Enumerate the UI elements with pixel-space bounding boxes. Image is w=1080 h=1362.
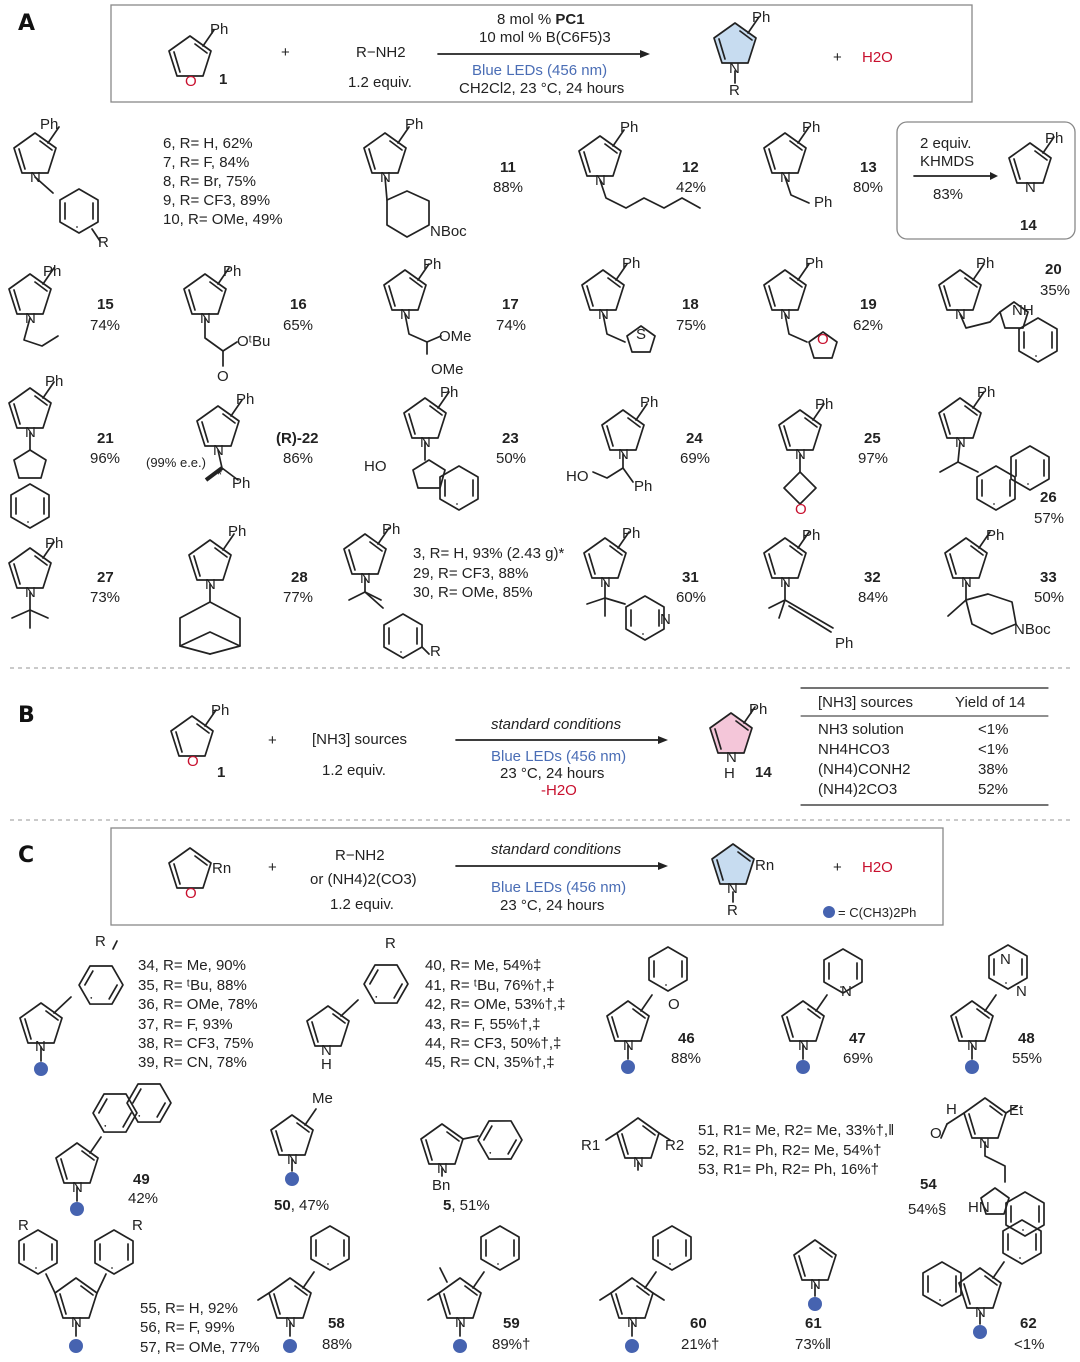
svg-text:16: 16 <box>290 296 307 313</box>
svg-text:NH3 solution: NH3 solution <box>818 721 904 738</box>
svg-text:42%: 42% <box>676 179 707 196</box>
compound-51-53-list <box>698 1122 894 1178</box>
svg-text:N: N <box>35 1038 46 1055</box>
svg-text:46: 46 <box>678 1030 695 1047</box>
svg-text:39, R= CN, 78%: 39, R= CN, 78% <box>138 1054 247 1071</box>
o-label: O <box>185 73 197 90</box>
svg-text:13: 13 <box>860 159 877 176</box>
svg-text:N: N <box>967 1037 978 1054</box>
svg-text:1: 1 <box>217 764 226 781</box>
nh3-source-table <box>801 688 1048 805</box>
svg-text:N: N <box>437 1160 448 1177</box>
svg-text:or (NH4)2(CO3): or (NH4)2(CO3) <box>310 871 417 888</box>
svg-text:88%: 88% <box>671 1050 702 1067</box>
compound-55-57-structure <box>19 1230 133 1353</box>
svg-text:N: N <box>285 1314 296 1331</box>
svg-text:Ph: Ph <box>211 702 230 719</box>
svg-text:N: N <box>213 442 224 459</box>
svg-text:O: O <box>795 501 807 518</box>
svg-text:56, R= F, 99%: 56, R= F, 99% <box>140 1319 235 1336</box>
svg-text:N: N <box>1025 179 1036 196</box>
svg-text:7, R= F, 84%: 7, R= F, 84% <box>163 154 250 171</box>
svg-text:14: 14 <box>755 764 772 781</box>
svg-text:96%: 96% <box>90 450 121 467</box>
svg-text:N: N <box>961 574 972 591</box>
svg-text:18: 18 <box>682 296 699 313</box>
svg-text:31: 31 <box>682 569 699 586</box>
svg-text:N: N <box>71 1314 82 1331</box>
compound-58-structure <box>258 1226 349 1353</box>
svg-text:Ph: Ph <box>45 373 64 390</box>
svg-text:N: N <box>955 434 966 451</box>
svg-text:48: 48 <box>1018 1030 1035 1047</box>
svg-text:Ph: Ph <box>440 384 459 401</box>
compound-6-10-structure <box>14 127 100 241</box>
svg-text:N: N <box>400 306 411 323</box>
svg-text:23 °C, 24 hours: 23 °C, 24 hours <box>500 897 605 914</box>
svg-text:Me: Me <box>312 1090 333 1107</box>
svg-text:60: 60 <box>690 1315 707 1332</box>
svg-text:21%†: 21%† <box>681 1336 720 1353</box>
compound-17-structure <box>384 264 441 354</box>
svg-text:R: R <box>385 935 396 952</box>
svg-text:N: N <box>729 60 740 77</box>
svg-text:N: N <box>780 574 791 591</box>
svg-text:44, R= CF3, 50%†,‡: 44, R= CF3, 50%†,‡ <box>425 1035 562 1052</box>
svg-text:[NH3] sources: [NH3] sources <box>818 694 914 711</box>
svg-text:OᵗBu: OᵗBu <box>237 333 271 350</box>
panel-label-b: B <box>18 703 35 728</box>
svg-text:Ph: Ph <box>815 396 834 413</box>
svg-text:80%: 80% <box>853 179 884 196</box>
svg-text:38, R= CF3, 75%: 38, R= CF3, 75% <box>138 1035 254 1052</box>
svg-text:N: N <box>810 1276 821 1293</box>
svg-text:N: N <box>975 1304 986 1321</box>
svg-text:NBoc: NBoc <box>1014 621 1051 638</box>
compound-54-structure <box>941 1098 1044 1236</box>
compound-50-label: 50, 47% <box>274 1197 330 1214</box>
svg-text:NBoc: NBoc <box>430 223 467 240</box>
svg-text:N: N <box>841 983 852 1000</box>
svg-text:26: 26 <box>1040 489 1057 506</box>
svg-text:N: N <box>1000 951 1011 968</box>
svg-text:Ph: Ph <box>805 255 824 272</box>
compound-32-structure <box>764 532 833 632</box>
svg-text:52%: 52% <box>978 781 1009 798</box>
svg-text:89%†: 89%† <box>492 1336 531 1353</box>
svg-text:53, R1= Ph, R2= Ph, 16%†: 53, R1= Ph, R2= Ph, 16%† <box>698 1161 879 1178</box>
svg-text:73%: 73% <box>90 589 121 606</box>
svg-text:32: 32 <box>864 569 881 586</box>
svg-text:21: 21 <box>97 430 114 447</box>
compound-5-label: 5, 51% <box>443 1197 490 1214</box>
svg-text:R: R <box>18 1217 29 1234</box>
svg-text:58: 58 <box>328 1315 345 1332</box>
svg-text:97%: 97% <box>858 450 889 467</box>
svg-text:Ph: Ph <box>749 701 768 718</box>
svg-text:62: 62 <box>1020 1315 1037 1332</box>
svg-text:R1: R1 <box>581 1137 601 1154</box>
svg-text:R: R <box>98 234 109 251</box>
svg-text:3, R= H, 93% (2.43 g)*: 3, R= H, 93% (2.43 g)* <box>413 545 565 562</box>
svg-text:38%: 38% <box>978 761 1009 778</box>
amine-equiv: 1.2 equiv. <box>348 74 412 91</box>
cond-solvent: CH2Cl2, 23 °C, 24 hours <box>459 80 625 97</box>
amine-reagent: R−NH2 <box>356 44 406 61</box>
svg-text:-H2O: -H2O <box>541 782 577 799</box>
svg-text:Ph: Ph <box>223 263 242 280</box>
svg-text:N: N <box>380 169 391 186</box>
svg-text:Yield of 14: Yield of 14 <box>955 694 1026 711</box>
svg-text:standard conditions: standard conditions <box>491 716 622 733</box>
svg-text:N: N <box>30 169 41 186</box>
svg-text:59: 59 <box>503 1315 520 1332</box>
compound-28-structure <box>180 534 240 654</box>
svg-text:49: 49 <box>133 1171 150 1188</box>
svg-text:Et: Et <box>1009 1102 1024 1119</box>
svg-text:55, R= H, 92%: 55, R= H, 92% <box>140 1300 238 1317</box>
svg-text:O: O <box>930 1125 942 1142</box>
svg-text:6, R= H, 62%: 6, R= H, 62% <box>163 135 253 152</box>
svg-text:H: H <box>321 1056 332 1073</box>
svg-text:Ph: Ph <box>228 523 247 540</box>
svg-text:41, R= ᵗBu, 76%†,‡: 41, R= ᵗBu, 76%†,‡ <box>425 977 555 994</box>
svg-text:*: * <box>217 467 223 482</box>
panel-label-a: A <box>18 11 36 36</box>
svg-text:30, R= OMe, 85%: 30, R= OMe, 85% <box>413 584 533 601</box>
svg-text:N: N <box>360 570 371 587</box>
svg-text:KHMDS: KHMDS <box>920 153 975 170</box>
svg-text:NH4HCO3: NH4HCO3 <box>818 741 890 758</box>
svg-text:<1%: <1% <box>1014 1336 1045 1353</box>
svg-text:69%: 69% <box>680 450 711 467</box>
svg-text:43, R= F, 55%†,‡: 43, R= F, 55%†,‡ <box>425 1016 541 1033</box>
svg-text:Ph: Ph <box>634 478 653 495</box>
svg-text:54: 54 <box>920 1176 937 1193</box>
svg-text:23: 23 <box>502 430 519 447</box>
svg-text:Ph: Ph <box>236 391 255 408</box>
svg-text:Ph: Ph <box>43 263 62 280</box>
svg-text:N: N <box>200 310 211 327</box>
svg-text:62%: 62% <box>853 317 884 334</box>
svg-text:Ph: Ph <box>1045 130 1064 147</box>
svg-text:R2: R2 <box>665 1137 685 1154</box>
compound-40-45-list <box>425 957 566 1071</box>
svg-text:R: R <box>430 643 441 660</box>
svg-text:52, R1= Ph, R2= Me, 54%†: 52, R1= Ph, R2= Me, 54%† <box>698 1142 882 1159</box>
svg-text:(NH4)CONH2: (NH4)CONH2 <box>818 761 911 778</box>
svg-text:+: + <box>268 859 277 876</box>
svg-text:12: 12 <box>682 159 699 176</box>
svg-text:57%: 57% <box>1034 510 1065 527</box>
svg-text:37, R= F, 93%: 37, R= F, 93% <box>138 1016 233 1033</box>
svg-text:51, R1= Me, R2= Me, 33%†,‖: 51, R1= Me, R2= Me, 33%†,‖ <box>698 1122 895 1139</box>
svg-text:O: O <box>187 753 199 770</box>
svg-text:O: O <box>217 368 229 385</box>
svg-text:36, R= OMe, 78%: 36, R= OMe, 78% <box>138 996 258 1013</box>
svg-text:O: O <box>817 331 829 348</box>
svg-text:N: N <box>623 1037 634 1054</box>
svg-text:Ph: Ph <box>622 525 641 542</box>
svg-text:(99% e.e.): (99% e.e.) <box>146 455 206 470</box>
svg-text:NH: NH <box>1012 302 1034 319</box>
svg-text:<1%: <1% <box>978 721 1009 738</box>
svg-text:Ph: Ph <box>814 194 833 211</box>
svg-text:N: N <box>1016 983 1027 1000</box>
compound-34-39-list <box>138 957 258 1071</box>
plus-sign: + <box>281 44 290 61</box>
svg-text:45, R= CN, 35%†,‡: 45, R= CN, 35%†,‡ <box>425 1054 555 1071</box>
svg-text:O: O <box>668 996 680 1013</box>
svg-text:Bn: Bn <box>432 1177 451 1194</box>
svg-text:OMe: OMe <box>431 361 464 378</box>
svg-text:N: N <box>955 306 966 323</box>
svg-text:N: N <box>598 306 609 323</box>
svg-text:Ph: Ph <box>640 394 659 411</box>
svg-text:N: N <box>795 446 806 463</box>
svg-text:R: R <box>132 1217 143 1234</box>
svg-text:N: N <box>420 434 431 451</box>
svg-text:28: 28 <box>291 569 308 586</box>
compound-11-structure <box>364 127 429 237</box>
compound-24-structure <box>593 404 647 482</box>
svg-text:N: N <box>287 1151 298 1168</box>
svg-text:H2O: H2O <box>862 859 893 876</box>
svg-text:47: 47 <box>849 1030 866 1047</box>
svg-text:N: N <box>25 584 36 601</box>
svg-text:23 °C, 24 hours: 23 °C, 24 hours <box>500 765 605 782</box>
svg-text:Ph: Ph <box>232 475 251 492</box>
svg-text:50%: 50% <box>1034 589 1065 606</box>
dot-legend-icon <box>823 906 835 918</box>
compound-34-39-structure <box>20 941 128 1076</box>
svg-text:N: N <box>627 1314 638 1331</box>
water-product: H2O <box>862 49 893 66</box>
svg-text:+: + <box>268 732 277 749</box>
svg-text:86%: 86% <box>283 450 314 467</box>
svg-text:R: R <box>95 933 106 950</box>
svg-text:Ph: Ph <box>977 384 996 401</box>
svg-text:1.2 equiv.: 1.2 equiv. <box>322 762 386 779</box>
compound-6-10-list <box>163 135 283 228</box>
svg-text:S: S <box>636 326 647 343</box>
compound-23-structure <box>404 392 478 510</box>
svg-text:Ph: Ph <box>620 119 639 136</box>
svg-text:25: 25 <box>864 430 881 447</box>
svg-text:19: 19 <box>860 296 877 313</box>
compound-60-structure <box>600 1226 691 1353</box>
svg-text:Ph: Ph <box>40 116 59 133</box>
svg-text:N: N <box>979 1135 990 1152</box>
furan-1-structure <box>169 30 214 76</box>
svg-text:R−NH2: R−NH2 <box>335 847 385 864</box>
svg-text:Ph: Ph <box>976 255 995 272</box>
compound-26-structure <box>939 392 1049 510</box>
compound-33-structure <box>945 532 1016 634</box>
svg-text:+: + <box>833 49 842 66</box>
ph-label: Ph <box>210 21 229 38</box>
svg-text:73%‖: 73%‖ <box>795 1336 832 1353</box>
compound-50-structure <box>271 1109 316 1186</box>
svg-text:Blue LEDs (456 nm): Blue LEDs (456 nm) <box>491 879 627 896</box>
svg-text:N: N <box>660 611 671 628</box>
svg-text:Ph: Ph <box>752 9 771 26</box>
svg-text:O: O <box>185 885 197 902</box>
compound-3-29-30-list <box>413 545 564 601</box>
svg-text:61: 61 <box>805 1315 822 1332</box>
svg-text:88%: 88% <box>493 179 524 196</box>
svg-text:57, R= OMe, 77%: 57, R= OMe, 77% <box>140 1339 260 1356</box>
svg-text:HO: HO <box>566 468 589 485</box>
svg-text:N: N <box>780 169 791 186</box>
svg-text:N: N <box>25 310 36 327</box>
svg-text:65%: 65% <box>283 317 314 334</box>
compound-31-structure <box>584 532 664 640</box>
svg-text:R: R <box>727 902 738 919</box>
svg-text:N: N <box>727 880 738 897</box>
svg-text:Ph: Ph <box>802 527 821 544</box>
svg-text:29, R= CF3, 88%: 29, R= CF3, 88% <box>413 565 529 582</box>
svg-text:N: N <box>321 1042 332 1059</box>
svg-text:H: H <box>946 1101 957 1118</box>
svg-text:N: N <box>25 424 36 441</box>
svg-text:<1%: <1% <box>978 741 1009 758</box>
furan-1-structure-b <box>171 710 216 756</box>
svg-text:standard conditions: standard conditions <box>491 841 622 858</box>
svg-text:N: N <box>455 1314 466 1331</box>
svg-text:N: N <box>633 1154 644 1171</box>
svg-text:74%: 74% <box>90 317 121 334</box>
svg-text:75%: 75% <box>676 317 707 334</box>
svg-text:HN: HN <box>968 1199 990 1216</box>
svg-text:24: 24 <box>686 430 703 447</box>
svg-text:20: 20 <box>1045 261 1062 278</box>
svg-text:14: 14 <box>1020 217 1037 234</box>
svg-text:H: H <box>724 765 735 782</box>
svg-text:88%: 88% <box>322 1336 353 1353</box>
compound-55-57-list <box>140 1300 260 1356</box>
svg-text:42%: 42% <box>128 1190 159 1207</box>
compound-21-structure <box>9 382 54 528</box>
svg-text:9, R= CF3, 89%: 9, R= CF3, 89% <box>163 192 271 209</box>
svg-text:N: N <box>72 1179 83 1196</box>
svg-text:17: 17 <box>502 296 519 313</box>
svg-text:10, R= OMe, 49%: 10, R= OMe, 49% <box>163 211 283 228</box>
svg-text:(R)-22: (R)-22 <box>276 430 319 447</box>
svg-text:Rn: Rn <box>212 860 232 877</box>
svg-text:69%: 69% <box>843 1050 874 1067</box>
cond-leds: Blue LEDs (456 nm) <box>472 62 608 79</box>
svg-text:(NH4)2CO3: (NH4)2CO3 <box>818 781 898 798</box>
svg-text:1.2 equiv.: 1.2 equiv. <box>330 896 394 913</box>
cond-borane: 10 mol % B(C6F5)3 <box>479 29 611 46</box>
svg-text:Ph: Ph <box>835 635 854 652</box>
svg-text:50%: 50% <box>496 450 527 467</box>
svg-text:Ph: Ph <box>45 535 64 552</box>
nh3-sources: [NH3] sources <box>312 731 408 748</box>
svg-text:33: 33 <box>1040 569 1057 586</box>
svg-text:N: N <box>205 576 216 593</box>
compound-59-structure <box>428 1226 519 1353</box>
svg-text:N: N <box>595 172 606 189</box>
svg-text:34, R= Me, 90%: 34, R= Me, 90% <box>138 957 246 974</box>
svg-text:8, R= Br, 75%: 8, R= Br, 75% <box>163 173 256 190</box>
svg-text:Blue LEDs (456 nm): Blue LEDs (456 nm) <box>491 748 627 765</box>
svg-text:Ph: Ph <box>986 527 1005 544</box>
compound-13-structure <box>764 127 809 203</box>
svg-text:Ph: Ph <box>382 521 401 538</box>
svg-text:27: 27 <box>97 569 114 586</box>
svg-text:54%§: 54%§ <box>908 1201 947 1218</box>
svg-text:Rn: Rn <box>755 857 775 874</box>
svg-text:OMe: OMe <box>439 328 472 345</box>
svg-text:35, R= ᵗBu, 88%: 35, R= ᵗBu, 88% <box>138 977 247 994</box>
svg-text:Ph: Ph <box>423 256 442 273</box>
svg-text:HO: HO <box>364 458 387 475</box>
svg-text:Ph: Ph <box>622 255 641 272</box>
svg-text:Ph: Ph <box>802 119 821 136</box>
svg-text:77%: 77% <box>283 589 314 606</box>
svg-text:N: N <box>798 1037 809 1054</box>
svg-text:+: + <box>833 859 842 876</box>
panel-label-c: C <box>18 843 35 868</box>
cond-pc1: 8 mol % PC1 <box>497 11 585 28</box>
svg-text:N: N <box>618 446 629 463</box>
svg-text:74%: 74% <box>496 317 527 334</box>
svg-text:N: N <box>600 574 611 591</box>
svg-text:40, R= Me, 54%‡: 40, R= Me, 54%‡ <box>425 957 542 974</box>
svg-text:60%: 60% <box>676 589 707 606</box>
svg-text:R: R <box>729 82 740 99</box>
svg-text:42, R= OMe, 53%†,‡: 42, R= OMe, 53%†,‡ <box>425 996 566 1013</box>
svg-text:35%: 35% <box>1040 282 1071 299</box>
compound-1-number: 1 <box>219 71 228 88</box>
svg-text:= C(CH3)2Ph: = C(CH3)2Ph <box>838 905 917 920</box>
compound-40-45-structure <box>307 955 413 1046</box>
svg-text:N: N <box>780 306 791 323</box>
svg-text:11: 11 <box>500 159 516 176</box>
svg-text:Ph: Ph <box>405 116 424 133</box>
furan-rn-structure <box>169 848 211 888</box>
svg-text:15: 15 <box>97 296 114 313</box>
svg-text:N: N <box>726 749 737 766</box>
svg-text:83%: 83% <box>933 186 964 203</box>
svg-text:55%: 55% <box>1012 1050 1043 1067</box>
svg-text:84%: 84% <box>858 589 889 606</box>
svg-text:2 equiv.: 2 equiv. <box>920 135 972 152</box>
